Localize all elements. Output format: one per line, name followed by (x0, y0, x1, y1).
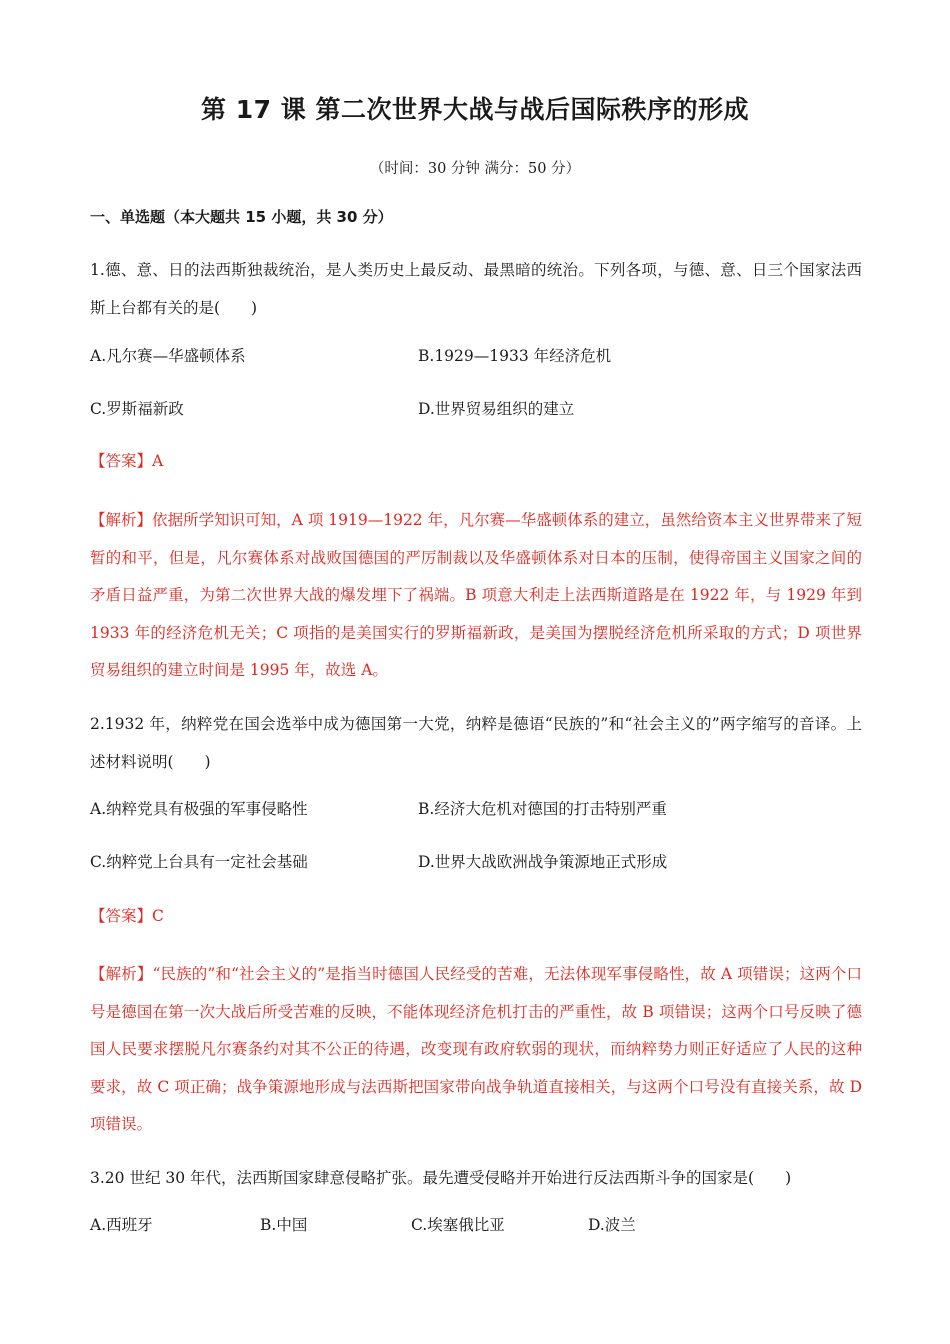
question-1-option-b: B.1929—1933 年经济危机 (418, 347, 612, 365)
section-heading: 一、单选题（本大题共 15 小题，共 30 分） (90, 208, 393, 226)
question-3-stem: 3.20 世纪 30 年代，法西斯国家肆意侵略扩张。最先遭受侵略并开始进行反法西斯斗争的国家是( ) (90, 1169, 792, 1187)
question-3-option-d: D.波兰 (588, 1216, 636, 1234)
question-2-option-c: C.纳粹党上台具有一定社会基础 (90, 853, 308, 871)
question-3-option-c: C.埃塞俄比亚 (411, 1216, 505, 1234)
question-3-option-b: B.中国 (260, 1216, 308, 1234)
question-2-analysis: 【解析】“民族的”和“社会主义的”是指当时德国人民经受的苦难，无法体现军事侵略性，故 A 项错误；这两个口号是德国在第一次大战后所受苦难的反映，不能体现经济危机打击的严重性，故 B 项错误；这两个口号反映了德国人民要求摆脱凡尔赛条约对其不公正的待遇，改变现有政府软弱的现状，而纳粹势力则正好适应了人民的这种要求，故 C 项正确；战争策源地形成与法西斯把国家带向战争轨道直接相关，与这两个口号没有直接关系，故 D 项错误。 (90, 965, 862, 1133)
question-1-option-a: A.凡尔赛—华盛顿体系 (90, 347, 246, 365)
question-2-option-b: B.经济大危机对德国的打击特别严重 (418, 800, 667, 818)
question-2-answer: 【答案】C (90, 907, 164, 925)
question-1-option-c: C.罗斯福新政 (90, 400, 184, 418)
question-2-stem: 2.1932 年，纳粹党在国会选举中成为德国第一大党，纳粹是德语“民族的”和“社会主义的”两字缩写的音译。上述材料说明( ) (90, 715, 862, 771)
page-title: 第 17 课 第二次世界大战与战后国际秩序的形成 (201, 95, 749, 124)
question-1-answer: 【答案】A (90, 452, 164, 470)
question-1-analysis: 【解析】依据所学知识可知，A 项 1919—1922 年，凡尔赛—华盛顿体系的建立，虽然给资本主义世界带来了短暂的和平，但是，凡尔赛体系对战败国德国的严厉制裁以及华盛顿体系对日本的压制，使得帝国主义国家之间的矛盾日益严重，为第二次世界大战的爆发埋下了祸端。B 项意大利走上法西斯道路是在 1922 年，与 1929 年到 1933 年的经济危机无关；C 项指的是美国实行的罗斯福新政，是美国为摆脱经济危机所采取的方式；D 项世界贸易组织的建立时间是 1995 年，故选 A。 (90, 511, 862, 679)
question-1-stem: 1.德、意、日的法西斯独裁统治，是人类历史上最反动、最黑暗的统治。下列各项，与德、意、日三个国家法西斯上台都有关的是( ) (90, 261, 862, 317)
question-2-option-a: A.纳粹党具有极强的军事侵略性 (90, 800, 308, 818)
question-2-option-d: D.世界大战欧洲战争策源地正式形成 (418, 853, 668, 871)
exam-info: （时间：30 分钟 满分：50 分） (369, 161, 581, 177)
question-3-option-a: A.西班牙 (90, 1216, 153, 1234)
question-1-option-d: D.世界贸易组织的建立 (418, 400, 575, 418)
